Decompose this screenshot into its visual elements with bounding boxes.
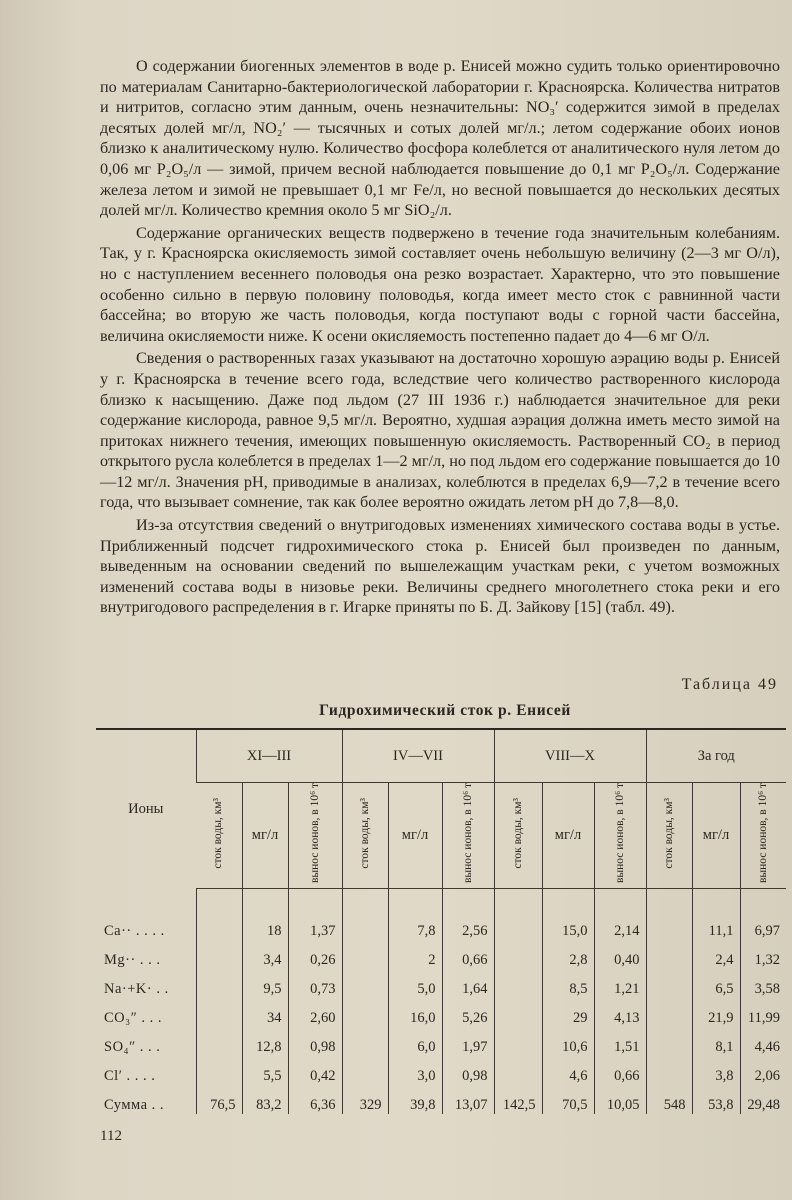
table-cell bbox=[646, 1027, 692, 1056]
table-cell: 6,36 bbox=[288, 1085, 342, 1114]
table-cell: 11,99 bbox=[740, 998, 786, 1027]
period-header: VIII—X bbox=[494, 729, 646, 783]
table-cell bbox=[494, 969, 542, 998]
ion-name-cell: SO₄″ . . . bbox=[104, 1039, 161, 1056]
removal-header: вынос ионов, в 10⁶ т bbox=[442, 783, 494, 889]
table-cell: 2,60 bbox=[288, 998, 342, 1027]
concentration-header: мг/л bbox=[692, 783, 740, 889]
table-cell: 2,8 bbox=[542, 940, 594, 969]
table-cell: 0,42 bbox=[288, 1056, 342, 1085]
table-cell bbox=[494, 940, 542, 969]
table-cell: 0,26 bbox=[288, 940, 342, 969]
table-cell: 34 bbox=[242, 998, 288, 1027]
table-cell: 11,1 bbox=[692, 889, 740, 941]
removal-header: вынос ионов, в 10⁶ т bbox=[288, 783, 342, 889]
ion-name-cell: CO₃″ . . . bbox=[104, 1010, 162, 1027]
table-cell: 2,06 bbox=[740, 1056, 786, 1085]
table-cell: 16,0 bbox=[388, 998, 442, 1027]
table-cell bbox=[342, 998, 388, 1027]
table-cell: 1,51 bbox=[594, 1027, 646, 1056]
table-cell: 8,5 bbox=[542, 969, 594, 998]
table-cell bbox=[646, 998, 692, 1027]
ion-name-cell: Na·+K· . . bbox=[104, 981, 169, 998]
table-cell bbox=[342, 969, 388, 998]
period-header: IV—VII bbox=[342, 729, 494, 783]
table-cell bbox=[494, 1027, 542, 1056]
table-cell: 21,9 bbox=[692, 998, 740, 1027]
table-cell: 4,6 bbox=[542, 1056, 594, 1085]
table-cell: 1,37 bbox=[288, 889, 342, 941]
table-cell bbox=[196, 889, 242, 941]
flow-header: сток воды, км³ bbox=[196, 783, 242, 889]
table-cell: 10,05 bbox=[594, 1085, 646, 1114]
ion-name-cell: Сумма . . bbox=[104, 1097, 165, 1114]
table-cell: 12,8 bbox=[242, 1027, 288, 1056]
table-cell: 0,98 bbox=[442, 1056, 494, 1085]
table-cell bbox=[646, 940, 692, 969]
table-cell: 6,97 bbox=[740, 889, 786, 941]
table-number: Таблица 49 bbox=[681, 676, 778, 693]
table-cell bbox=[196, 1056, 242, 1085]
table-cell: 3,0 bbox=[388, 1056, 442, 1085]
flow-header: сток воды, км³ bbox=[342, 783, 388, 889]
table-cell: 10,6 bbox=[542, 1027, 594, 1056]
table-cell bbox=[646, 969, 692, 998]
table-row bbox=[96, 1056, 786, 1085]
flow-header: сток воды, км³ bbox=[494, 783, 542, 889]
table-cell bbox=[342, 1027, 388, 1056]
table-row bbox=[96, 998, 786, 1027]
page-number: 112 bbox=[100, 1128, 122, 1144]
table-cell: 6,0 bbox=[388, 1027, 442, 1056]
table-cell bbox=[342, 1056, 388, 1085]
removal-header: вынос ионов, в 10⁶ т bbox=[594, 783, 646, 889]
table-cell bbox=[196, 940, 242, 969]
ion-name-cell: Cl′ . . . . bbox=[104, 1068, 156, 1085]
table-cell: 6,5 bbox=[692, 969, 740, 998]
table-row bbox=[96, 940, 786, 969]
paragraph-nutrients: О содержании биогенных элементов в воде р. Енисей можно судить только ориентировочно по материалам Санитарно-бактериологической лаборатории г. Красноярска. Количества нитратов и нитритов, согласно этим данным, очень незначительны: NO₃′ содержится зимой в пределах десятых долей мг/л, NO₂′ — тысячных и сотых долей мг/л.; летом содержание обоих ионов близко к аналитическому нулю. Количество фосфора колеблется от аналитического нуля летом до 0,06 мг P₂O₅/л — зимой, причем весной наблюдается повышение до 0,1 мг P₂O₅/л. Содержание железа летом и зимой не превышает 0,1 мг Fe/л, но весной повышается до нескольких десятых долей мг/л. Количество кремния около 5 мг SiO₂/л. bbox=[100, 57, 780, 220]
table-cell: 83,2 bbox=[242, 1085, 288, 1114]
table-cell: 4,13 bbox=[594, 998, 646, 1027]
ion-name-cell: Ca·· . . . . bbox=[104, 923, 165, 940]
table-cell: 15,0 bbox=[542, 889, 594, 941]
table-cell: 76,5 bbox=[196, 1085, 242, 1114]
concentration-header: мг/л bbox=[242, 783, 288, 889]
table-cell: 1,32 bbox=[740, 940, 786, 969]
table-cell: 29 bbox=[542, 998, 594, 1027]
table-cell: 3,8 bbox=[692, 1056, 740, 1085]
concentration-header: мг/л bbox=[542, 783, 594, 889]
ions-header: Ионы bbox=[96, 729, 196, 889]
table-cell: 548 bbox=[646, 1085, 692, 1114]
paragraph-hydrochemical-runoff: Из-за отсутствия сведений о внутригодовых изменениях химического состава воды в устье. Приближенный подсчет гидрохимического стока р. Енисей был произведен по данным, выведенным на основании сведений по вышележащим участкам реки, с учетом возможных изменений состава воды в низовье реки. Величины среднего многолетнего стока реки и его внутригодового распределения в г. Игарке приняты по Б. Д. Зайкову [15] (табл. 49). bbox=[100, 516, 780, 617]
table-cell: 2 bbox=[388, 940, 442, 969]
table-cell: 13,07 bbox=[442, 1085, 494, 1114]
ion-name-cell: Mg·· . . . bbox=[104, 952, 161, 969]
period-header: За год bbox=[646, 729, 786, 783]
period-header: XI—III bbox=[196, 729, 342, 783]
table-title: Гидрохимический сток р. Енисей bbox=[319, 702, 571, 719]
table-cell: 4,46 bbox=[740, 1027, 786, 1056]
table-row bbox=[96, 889, 786, 941]
table-cell: 8,1 bbox=[692, 1027, 740, 1056]
paragraph-organic-matter: Содержание органических веществ подвержено в течение года значительным колебаниям. Так, у г. Красноярска окисляемость зимой составляет очень небольшую величину (2—3 мг О/л), но с наступлением весеннего половодья она резко возрастает. Характерно, что это повышение особенно сильно в первую половину половодья, когда имеет место сток с равнинной части бассейна; во вторую же часть половодья, когда поступают воды с горной части бассейна, величина окисляемости ниже. К осени окисляемость постепенно падает до 4—6 мг О/л. bbox=[100, 223, 780, 345]
table-row bbox=[96, 1085, 786, 1114]
table-row bbox=[96, 1027, 786, 1056]
table-cell bbox=[646, 1056, 692, 1085]
table-cell bbox=[646, 889, 692, 941]
table-cell bbox=[494, 889, 542, 941]
concentration-header: мг/л bbox=[388, 783, 442, 889]
table-cell: 7,8 bbox=[388, 889, 442, 941]
table-cell: 1,64 bbox=[442, 969, 494, 998]
table-cell: 5,26 bbox=[442, 998, 494, 1027]
table-cell: 3,58 bbox=[740, 969, 786, 998]
table-cell: 9,5 bbox=[242, 969, 288, 998]
table-cell: 0,73 bbox=[288, 969, 342, 998]
table-cell: 70,5 bbox=[542, 1085, 594, 1114]
table-cell bbox=[342, 889, 388, 941]
table-row bbox=[96, 969, 786, 998]
table-cell: 5,0 bbox=[388, 969, 442, 998]
table-cell: 329 bbox=[342, 1085, 388, 1114]
table-cell: 29,48 bbox=[740, 1085, 786, 1114]
removal-header: вынос ионов, в 10⁶ т bbox=[740, 783, 786, 889]
table-cell bbox=[196, 1027, 242, 1056]
table-cell: 0,66 bbox=[442, 940, 494, 969]
table-cell: 2,4 bbox=[692, 940, 740, 969]
table-cell: 2,56 bbox=[442, 889, 494, 941]
table-cell: 1,21 bbox=[594, 969, 646, 998]
hydrochemical-runoff-table bbox=[96, 728, 786, 1114]
table-cell: 3,4 bbox=[242, 940, 288, 969]
table-cell bbox=[342, 940, 388, 969]
table-cell: 142,5 bbox=[494, 1085, 542, 1114]
table-cell: 0,66 bbox=[594, 1056, 646, 1085]
table-cell: 1,97 bbox=[442, 1027, 494, 1056]
table-cell: 0,98 bbox=[288, 1027, 342, 1056]
table-cell: 0,40 bbox=[594, 940, 646, 969]
table-cell bbox=[494, 1056, 542, 1085]
table-cell bbox=[196, 998, 242, 1027]
paragraph-dissolved-gases: Сведения о растворенных газах указывают на достаточно хорошую аэрацию воды р. Енисей у г. Красноярска в течение всего года, вследствие чего количество растворенного кислорода близко к насыщению. Даже под льдом (27 III 1936 г.) наблюдается значительное для реки содержание кислорода, равное 9,5 мг/л. Вероятно, худшая аэрация должна иметь место зимой на притоках нижнего течения, имеющих повышенную окисляемость. Растворенный CO₂ в период открытого русла колеблется в пределах 1—2 мг/л, но под льдом его содержание повышается до 10—12 мг/л. Значения pH, приводимые в анализах, колеблются в пределах 6,9—7,2 в течение всего года, что вызывает сомнение, так как более вероятно ожидать летом pH до 7,8—8,0. bbox=[100, 349, 780, 512]
table-cell: 5,5 bbox=[242, 1056, 288, 1085]
table-body bbox=[96, 889, 786, 1115]
table-cell: 53,8 bbox=[692, 1085, 740, 1114]
table-cell: 2,14 bbox=[594, 889, 646, 941]
flow-header: сток воды, км³ bbox=[646, 783, 692, 889]
body-text bbox=[100, 56, 780, 620]
table-cell bbox=[494, 998, 542, 1027]
table-cell bbox=[196, 969, 242, 998]
table-cell: 18 bbox=[242, 889, 288, 941]
table-cell: 39,8 bbox=[388, 1085, 442, 1114]
